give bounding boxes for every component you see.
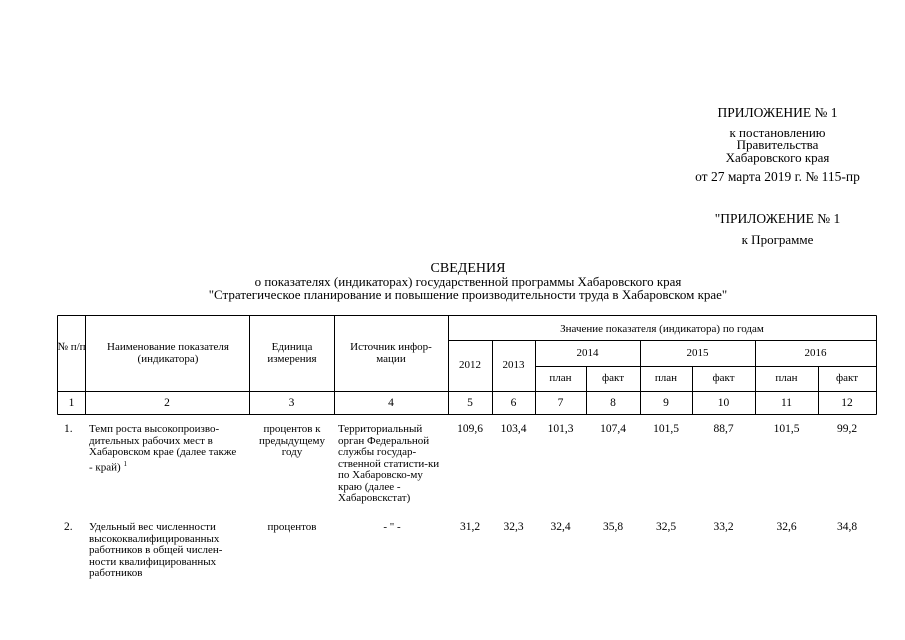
header-year-2014: 2014 (576, 347, 599, 359)
header-year-2015: 2015 (686, 347, 709, 359)
program-attachment-title: "ПРИЛОЖЕНИЕ № 1 (714, 211, 841, 226)
document-title: СВЕДЕНИЯ (430, 261, 506, 276)
footnote-marker: 1 (123, 459, 127, 468)
document-subtitle: "Стратегическое планирование и повышение производительности труда в Хабаровском крае" (208, 287, 728, 302)
header-year-2012: 2012 (459, 359, 481, 371)
column-number: 6 (510, 397, 517, 409)
attachment-line: Хабаровского края (725, 150, 830, 165)
row-1-value-2013: 103,4 (500, 423, 527, 435)
header-unit: Единица измерения (267, 341, 317, 365)
row-1-source: Территориальный орган Федеральной службы государ-ственной статисти-ки по Хабаровско-му краю (далее - Хабаровскстат) (338, 423, 440, 504)
document-subtitle: о показателях (индикаторах) государственной программы Хабаровского края (254, 274, 682, 289)
row-2-value-2014-fact: 35,8 (602, 521, 624, 533)
header-values-group: Значение показателя (индикатора) по годам (560, 323, 764, 335)
row-2-value-2014-plan: 32,4 (550, 521, 571, 533)
row-2-unit: процентов (267, 521, 317, 533)
row-2-value-2012: 31,2 (459, 521, 481, 533)
attachment-date-line: от 27 марта 2019 г. № 115-пр (695, 169, 860, 184)
row-2-source: - " - (383, 521, 401, 533)
row-1-value-2015-fact: 88,7 (713, 423, 734, 435)
row-2-num: 2. (64, 521, 73, 533)
row-2-value-2016-plan: 32,6 (776, 521, 797, 533)
program-attachment-line: к Программе (741, 232, 814, 247)
header-plan-2015: план (654, 372, 678, 384)
header-fact-2016: факт (835, 372, 859, 384)
header-fact-2014: факт (601, 372, 625, 384)
column-number: 5 (467, 397, 473, 409)
header-plan-2016: план (775, 372, 798, 384)
column-number: 11 (780, 397, 793, 409)
row-1-value-2016-fact: 99,2 (836, 423, 858, 435)
row-2-value-2015-plan: 32,5 (655, 521, 677, 533)
column-number: 10 (717, 397, 730, 409)
attachment-title: ПРИЛОЖЕНИЕ № 1 (717, 105, 838, 120)
header-year-2016: 2016 (804, 347, 827, 359)
header-year-2013: 2013 (502, 359, 525, 371)
row-1-unit: процентов к предыдущему году (258, 423, 326, 458)
column-number: 1 (68, 397, 75, 409)
column-number: 12 (841, 397, 853, 409)
row-2-value-2016-fact: 34,8 (836, 521, 858, 533)
header-name: Наименование показателя (индикатора) (107, 341, 229, 365)
column-number: 7 (557, 397, 564, 409)
row-1-value-2015-plan: 101,5 (653, 423, 679, 435)
attachment-line: к постановлению (729, 125, 826, 140)
row-1-value-2014-fact: 107,4 (600, 423, 626, 435)
row-2-value-2015-fact: 33,2 (713, 521, 734, 533)
row-1-num: 1. (64, 423, 73, 435)
column-number: 3 (288, 397, 295, 409)
row-1-value-2012: 109,6 (457, 423, 483, 435)
row-2-value-2013: 32,3 (503, 521, 524, 533)
column-number: 2 (164, 397, 170, 409)
header-source: Источник инфор-мации (350, 341, 432, 365)
row-1-name: Темп роста высокопроизво-дительных рабочих мест в Хабаровском крае (далее также - край) $^1$ (89, 423, 237, 474)
column-number: 8 (610, 397, 616, 409)
column-number: 4 (388, 397, 394, 409)
row-1-value-2014-plan: 101,3 (547, 423, 574, 435)
header-plan-2014: план (549, 372, 572, 384)
column-number: 9 (663, 397, 669, 409)
header-fact-2015: факт (712, 372, 735, 384)
header-num: № п/п (57, 341, 86, 353)
attachment-line: Правительства (736, 137, 819, 152)
row-2-name: Удельный вес численности высококвалифицированных работников в общей числен-ности квалифицированных работников (89, 521, 223, 579)
row-1-value-2016-plan: 101,5 (773, 423, 800, 435)
